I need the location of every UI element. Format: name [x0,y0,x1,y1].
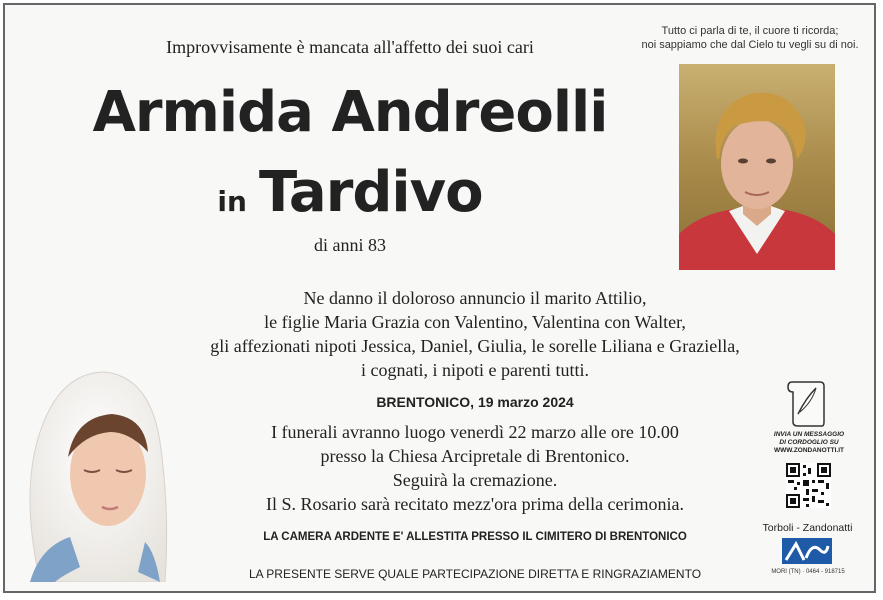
portrait-image [679,64,835,270]
condolence-cta[interactable] [760,431,858,455]
footer-text: LA PRESENTE SERVE QUALE PARTECIPAZIONE DIRETTA E RINGRAZIAMENTO [248,567,702,581]
in-word: in [217,185,247,218]
agency-name: Torboli - Zandonatti [762,522,853,534]
place-date: BRENTONICO, 19 marzo 2024 [376,394,574,410]
announcement [150,286,800,382]
qr-code-icon [786,463,831,508]
married-name-line [60,158,640,242]
condolence-line: DI CORDOGLIO SU [779,439,839,446]
memorial-quote [640,24,860,52]
funeral-details [190,420,760,516]
age-text: di anni 83 [314,235,386,255]
funeral-line: presso la Chiesa Arcipretale di Brentonico. [320,446,630,466]
deceased-name: Armida Andreolli [92,80,608,145]
scroll-quill-icon[interactable] [786,378,826,428]
qr-code[interactable] [786,463,831,508]
announcement-line: i cognati, i nipoti e parenti tutti. [361,360,589,380]
agency-contact: MORI (TN) · 0464 - 918715 [771,569,845,575]
intro-text: Improvvisamente è mancata all'affetto dei suoi cari [166,37,534,57]
camera-ardente: LA CAMERA ARDENTE E' ALLESTITA PRESSO IL CIMITERO DI BRENTONICO [263,531,687,543]
madonna-illustration [20,362,170,582]
agency-logo-icon [782,538,832,564]
quote-line: Tutto ci parla di te, il cuore ti ricorda; [661,25,839,37]
married-name: Tardivo [258,160,483,225]
announcement-line: Ne danno il doloroso annuncio il marito Attilio, [303,288,647,308]
funeral-line: Seguirà la cremazione. [392,470,558,490]
condolence-site: WWW.ZONDANOTTI.IT [773,447,845,454]
funeral-line: I funerali avranno luogo venerdì 22 marzo alle ore 10.00 [271,422,679,442]
madonna-image [20,362,170,582]
quote-line: noi sappiamo che dal Cielo tu vegli su di noi. [641,39,859,51]
agency-logo [782,538,832,564]
announcement-line: le figlie Maria Grazia con Valentino, Valentina con Walter, [264,312,686,332]
announcement-line: gli affezionati nipoti Jessica, Daniel, Giulia, le sorelle Liliana e Graziella, [210,336,740,356]
condolence-line: INVIA UN MESSAGGIO [773,431,845,438]
deceased-photo [679,64,835,270]
funeral-line: Il S. Rosario sarà recitato mezz'ora prima della cerimonia. [265,494,685,514]
